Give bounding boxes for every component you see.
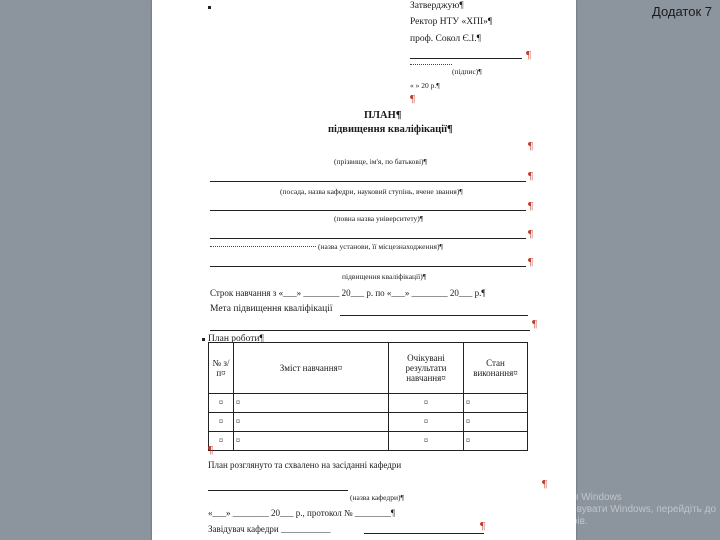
name-caption: (прізвище, ім'я, по батькові)¶ bbox=[334, 157, 427, 166]
head-of-department: Завідувач кафедри ___________ bbox=[208, 524, 331, 534]
table-cell: ¤ bbox=[389, 432, 464, 451]
pilcrow-mark: ¶ bbox=[528, 140, 533, 152]
university-line bbox=[210, 238, 526, 239]
table-row bbox=[209, 394, 528, 413]
appendix-label: Додаток 7 bbox=[652, 4, 712, 19]
table-cell: ¤ bbox=[464, 432, 528, 451]
pilcrow-mark: ¶ bbox=[480, 520, 485, 532]
signature-line bbox=[410, 58, 522, 59]
signature-dots bbox=[410, 64, 452, 65]
table-cell: ¤ bbox=[209, 432, 234, 451]
pilcrow-mark: ¶ bbox=[532, 318, 537, 330]
document-page bbox=[152, 0, 576, 540]
pilcrow-mark: ¶ bbox=[528, 228, 533, 240]
dept-caption: (назва кафедри)¶ bbox=[350, 493, 404, 502]
table-cell: ¤ bbox=[209, 413, 234, 432]
watermark-line: Щоб активувати Windows, перейдіть до bbox=[533, 504, 717, 515]
plan-subtitle: підвищення кваліфікації¶ bbox=[328, 124, 453, 135]
table-cell: ¤ bbox=[389, 394, 464, 413]
signature-caption: (підпис)¶ bbox=[452, 67, 482, 76]
watermark-line: параметрів. bbox=[533, 516, 588, 527]
windows-activation-watermark bbox=[533, 492, 716, 528]
head-signature-line bbox=[364, 533, 484, 534]
paragraph-bullet bbox=[202, 338, 205, 341]
position-caption: (посада, назва кафедри, науковий ступінь, вчене звання)¶ bbox=[280, 187, 463, 196]
plan-title: ПЛАН¶ bbox=[364, 110, 402, 121]
table-row bbox=[209, 432, 528, 451]
col-status: Стан виконання¤ bbox=[464, 343, 528, 394]
protocol-line: «___» ________ 20___ р., протокол № ________¶ bbox=[208, 508, 395, 518]
table-cell: ¤ bbox=[464, 413, 528, 432]
institution-dots bbox=[210, 246, 316, 247]
rector-label: Ректор НТУ «ХПІ»¶ bbox=[410, 17, 493, 27]
table-cell: ¤ bbox=[389, 413, 464, 432]
goal-line bbox=[340, 315, 528, 316]
watermark-line: Активація Windows bbox=[533, 492, 622, 503]
table-cell: ¤ bbox=[209, 394, 234, 413]
pilcrow-mark: ¶ bbox=[526, 49, 531, 61]
work-plan-heading: План роботи¶ bbox=[208, 334, 264, 344]
goal-line-2 bbox=[210, 330, 530, 331]
pilcrow-mark: ¶ bbox=[542, 478, 547, 490]
university-caption: (повна назва університету)¶ bbox=[334, 214, 424, 223]
pilcrow-mark: ¶ bbox=[528, 256, 533, 268]
table-cell: ¤ bbox=[464, 394, 528, 413]
dept-line bbox=[208, 490, 348, 491]
pilcrow-mark: ¶ bbox=[528, 200, 533, 212]
col-content: Зміст навчання¤ bbox=[234, 343, 389, 394]
table-cell: ¤ bbox=[234, 432, 389, 451]
paragraph-bullet bbox=[208, 6, 211, 9]
position-line bbox=[210, 210, 526, 211]
name-line bbox=[210, 181, 526, 182]
rector-name: проф. Сокол Є.І.¶ bbox=[410, 34, 481, 44]
table-cell: ¤ bbox=[234, 394, 389, 413]
approve-label: Затверджую¶ bbox=[410, 1, 464, 11]
institution-caption: (назва установи, її місцезнаходження)¶ bbox=[318, 242, 443, 251]
study-term: Строк навчання з «___» ________ 20___ р. по «___» ________ 20___ р.¶ bbox=[210, 288, 486, 298]
approval-date: « » 20 р.¶ bbox=[410, 81, 440, 90]
col-number: № з/п¤ bbox=[209, 343, 234, 394]
pilcrow-mark: ¶ bbox=[208, 444, 213, 456]
table-cell: ¤ bbox=[234, 413, 389, 432]
qualification-caption: підвищення кваліфікації)¶ bbox=[342, 272, 427, 281]
goal-label: Мета підвищення кваліфікації bbox=[210, 304, 333, 314]
pilcrow-mark: ¶ bbox=[528, 170, 533, 182]
work-plan-table bbox=[208, 342, 528, 451]
plan-approved-text: План розглянуто та схвалено на засіданні кафедри bbox=[208, 460, 402, 470]
pilcrow-mark: ¶ bbox=[410, 93, 415, 105]
institution-line bbox=[210, 266, 526, 267]
table-row bbox=[209, 413, 528, 432]
col-results: Очікувані результати навчання¤ bbox=[389, 343, 464, 394]
